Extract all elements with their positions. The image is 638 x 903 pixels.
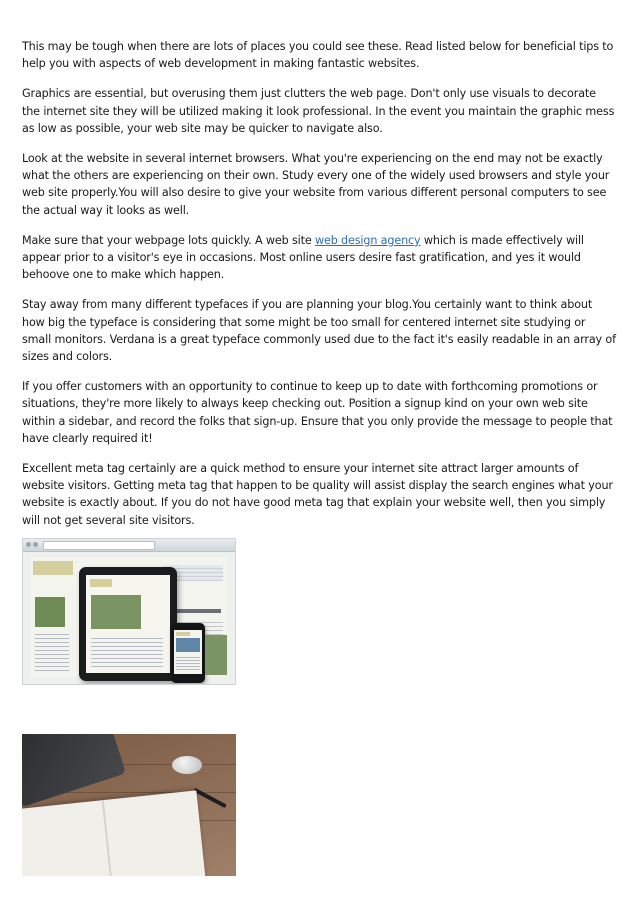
paragraph-7: Excellent meta tag certainly are a quick method to ensure your internet site attract larger amounts of website visitors. Getting meta tag that happen to be quality will assist display the search engines what your website is exactly about. If you do not have good meta tag that explain your website well, then you simply will not get several site visitors. — [22, 462, 613, 527]
phone-device — [171, 623, 205, 683]
responsive-devices-image — [22, 538, 236, 685]
site-logo — [33, 561, 73, 575]
tablet-logo — [90, 579, 112, 587]
address-bar — [43, 541, 155, 550]
window-dot-icon — [33, 542, 38, 547]
notebook-fold — [102, 800, 114, 876]
desk-photo — [22, 734, 236, 876]
paragraph-4-text-after: which is made effectively will appear prior to a visitor's eye in occasions. Most online users desire fast gratification, and yes it would behoove one to make which happen. — [22, 233, 584, 282]
paragraph-2: Graphics are essential, but overusing them just clutters the web page. Don't only use visuals to decorate the internet site they will be utilized making it look professional. In the event you maintain the graphic mess as low as possible, your web site may be quicker to navigate also. — [22, 87, 615, 135]
paragraph-3: Look at the website in several internet browsers. What you're experiencing on the end may not be exactly what the others are experiencing on their own. Study every one of the widely used browsers and style your web site properly.You will also desire to give your website from various different personal computers to see the actual way it looks as well. — [22, 152, 610, 217]
site-headline — [173, 609, 221, 613]
tablet-device — [79, 567, 177, 681]
paragraph-6: If you offer customers with an opportunity to continue to keep up to date with forthcoming promotions or situations, they're more likely to always keep checking out. Position a signup kind on your own web site within a sidebar, and record the folks that sign-up. Ensure that you only provide the message to people that have clearly required it! — [22, 380, 613, 445]
notebook — [22, 790, 207, 876]
phone-text — [176, 655, 200, 671]
laptop — [22, 734, 126, 807]
site-sidebar-text — [35, 631, 69, 671]
phone-screen — [174, 630, 202, 674]
paragraph-1: This may be tough when there are lots of places you could see these. Read listed below for beneficial tips to help you with aspects of web development in making fantastic websites. — [22, 40, 614, 71]
browser-chrome — [23, 539, 235, 552]
web-design-agency-link[interactable]: web design agency — [314, 233, 421, 247]
phone-logo — [176, 632, 190, 636]
tablet-text — [91, 635, 163, 669]
site-side-photo — [205, 635, 227, 675]
mouse — [172, 756, 202, 774]
tablet-screen — [86, 575, 170, 673]
window-dot-icon — [26, 542, 31, 547]
pen — [193, 788, 227, 808]
tablet-photo — [91, 595, 141, 629]
article-body — [22, 38, 616, 542]
phone-photo — [176, 638, 200, 652]
paragraph-4 — [22, 232, 616, 284]
site-sidebar-photo — [35, 597, 65, 627]
paragraph-4-text-before: Make sure that your webpage lots quickly. A web site — [22, 233, 315, 247]
paragraph-5: Stay away from many different typefaces if you are planning your blog.You certainly want to think about how big the typeface is considering that some might be too small for centered internet site studying or small monitors. Verdana is a great typeface commonly used due to the fact it's easily readable in an array of sizes and colors. — [22, 298, 616, 364]
